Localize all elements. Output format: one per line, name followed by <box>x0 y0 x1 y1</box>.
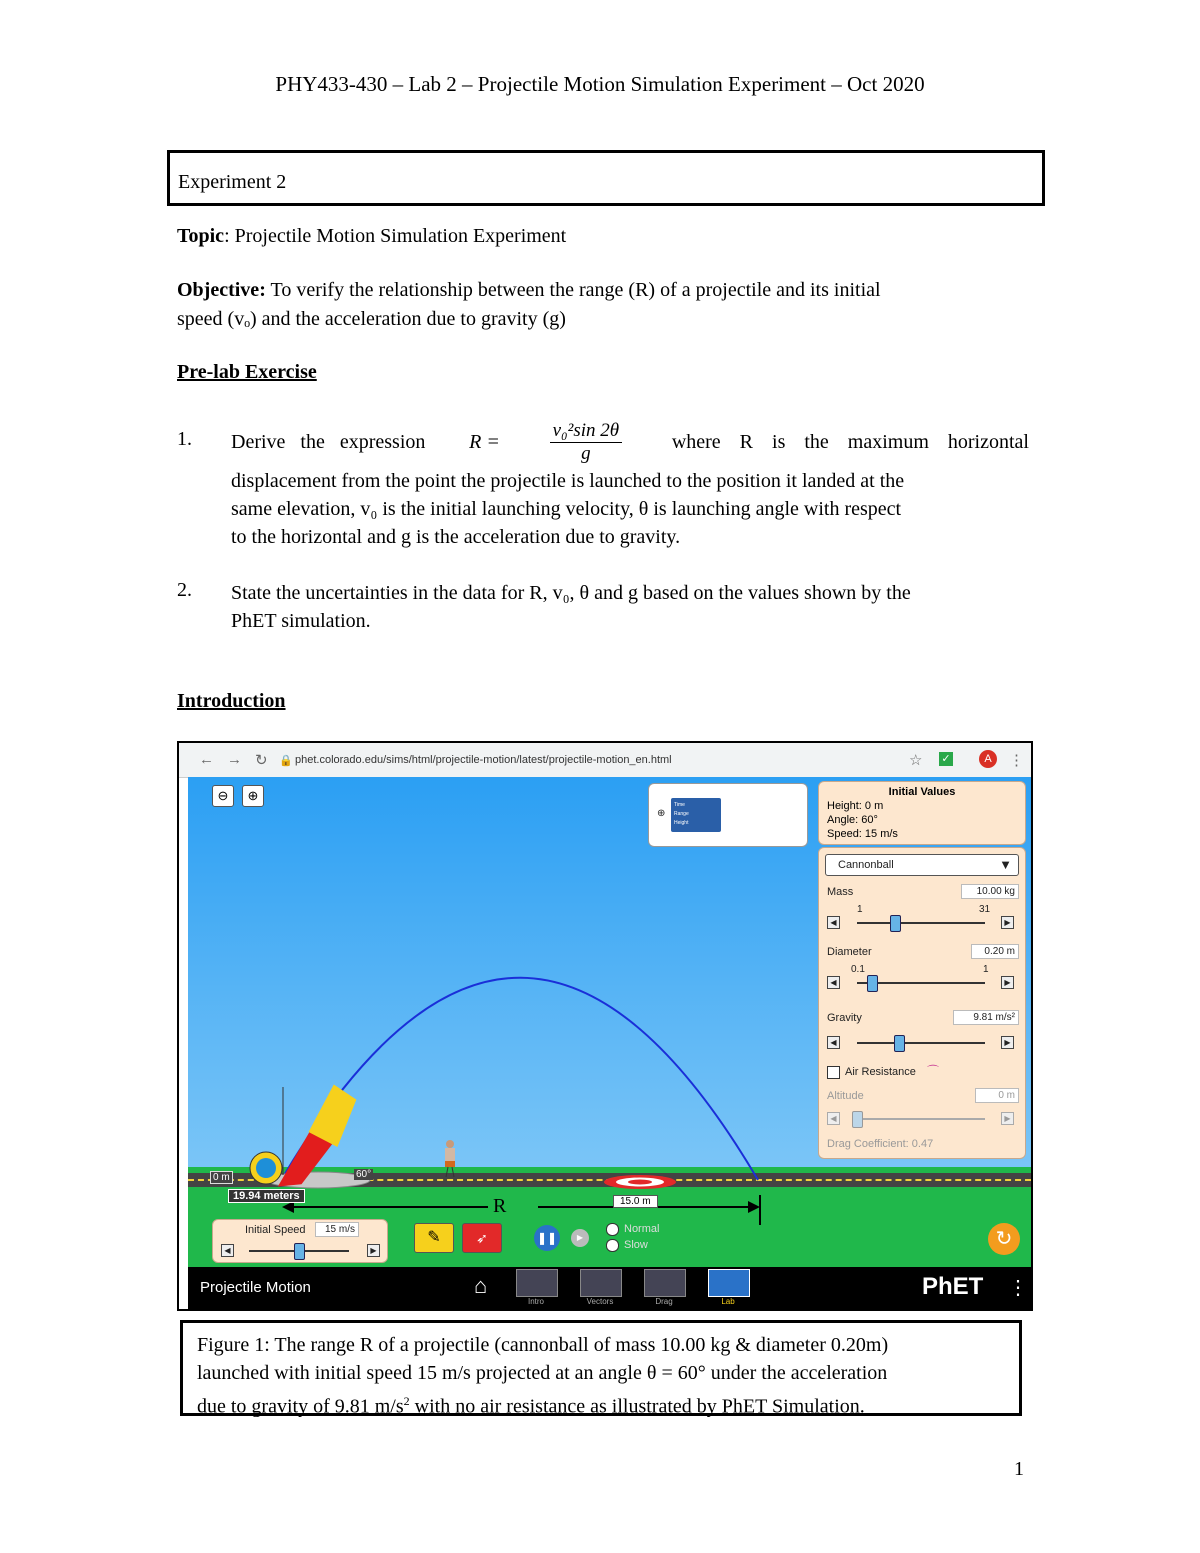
initial-speed-panel <box>212 1219 388 1263</box>
forward-icon[interactable]: → <box>227 751 242 768</box>
altitude-value: 0 m <box>975 1088 1019 1103</box>
item1-line2: displacement from the point the projectile is launched to the position it landed at the <box>231 470 905 492</box>
probe-time-label: Time <box>674 802 685 808</box>
altitude-label: Altitude <box>827 1090 864 1102</box>
introduction-heading: Introduction <box>177 690 286 712</box>
topic-text: : Projectile Motion Simulation Experiment <box>224 225 567 247</box>
screen-intro-icon[interactable] <box>516 1269 558 1297</box>
fire-button[interactable] <box>462 1223 502 1253</box>
browser-toolbar <box>179 743 1031 778</box>
formula-lhs: R = <box>469 431 500 453</box>
trajectory-path <box>283 978 758 1180</box>
zoom-out-icon[interactable]: ⊖ <box>212 785 234 807</box>
speed-increment-button[interactable]: ▶ <box>367 1244 380 1257</box>
fire-icon: ➶ <box>476 1230 488 1246</box>
reload-icon[interactable]: ↻ <box>255 752 268 769</box>
sim-menu-icon[interactable]: ⋮ <box>1008 1277 1028 1299</box>
eraser-icon: ✎ <box>427 1229 441 1246</box>
lock-icon: 🔒 <box>279 755 293 767</box>
figure-caption <box>180 1320 1022 1416</box>
projectile-select-value: Cannonball <box>838 859 894 871</box>
speed-normal-label: Normal <box>624 1223 660 1235</box>
phet-logo[interactable]: PhET <box>922 1273 984 1300</box>
item1-line3: same elevation, v₀ is the initial launching velocity, θ is launching angle with respect <box>231 498 902 520</box>
eraser-button[interactable] <box>414 1223 454 1253</box>
back-icon[interactable]: ← <box>199 751 214 768</box>
objective-label: Objective: <box>177 279 266 301</box>
mass-value: 10.00 kg <box>961 884 1019 899</box>
prelab-heading: Pre-lab Exercise <box>177 361 317 383</box>
step-icon: ▶ <box>576 1233 584 1242</box>
diameter-value: 0.20 m <box>971 944 1019 959</box>
speed-slow-label: Slow <box>624 1239 648 1251</box>
reset-icon: ↻ <box>995 1228 1013 1250</box>
topic-label: Topic <box>177 225 225 247</box>
mass-label: Mass <box>827 886 854 898</box>
topic-line <box>177 222 1029 251</box>
item1-formula-line <box>231 412 1029 472</box>
profile-avatar[interactable]: A <box>979 750 997 768</box>
item1-line4: to the horizontal and g is the acceleration due to gravity. <box>231 526 681 548</box>
item2-line2: PhET simulation. <box>231 610 371 632</box>
home-icon[interactable]: ⌂ <box>474 1273 488 1298</box>
screen-drag-icon[interactable] <box>644 1269 686 1297</box>
menu-dots-icon[interactable]: ⋮ <box>1009 752 1024 769</box>
caption-line3b: with no air resistance as illustrated by PhET Simulation. <box>409 1395 865 1418</box>
probe-icon[interactable]: ⊕ <box>657 808 666 819</box>
altitude-increment-button[interactable]: ▶ <box>1001 1112 1014 1125</box>
chevron-down-icon: ▼ <box>999 857 1012 872</box>
mass-decrement-button[interactable]: ◀ <box>827 916 840 929</box>
screen-vectors-label: Vectors <box>586 1297 614 1306</box>
speed-slider-thumb[interactable] <box>294 1243 305 1260</box>
initial-values-title: Initial Values <box>888 786 956 798</box>
air-resistance-icon: ⌒ <box>927 1064 940 1078</box>
initial-height: Height: 0 m <box>827 800 884 812</box>
caption-line1: Figure 1: The range R of a projectile (cannonball of mass 10.00 kg & diameter 0.20m) <box>197 1334 889 1356</box>
item1-tail: where R is the maximum horizontal <box>671 431 1029 453</box>
pause-button[interactable] <box>534 1225 560 1251</box>
formula-fraction <box>550 420 623 465</box>
mass-increment-button[interactable]: ▶ <box>1001 916 1014 929</box>
diameter-min: 0.1 <box>851 964 865 975</box>
height-marker: 0 m <box>210 1171 233 1184</box>
caption-line3a: due to gravity of 9.81 m/s <box>197 1395 404 1418</box>
simulation-screenshot <box>177 741 1033 1311</box>
mass-min: 1 <box>857 904 863 915</box>
initial-angle: Angle: 60° <box>827 814 878 826</box>
diameter-max: 1 <box>983 964 989 975</box>
initial-speed: Speed: 15 m/s <box>827 828 898 840</box>
probe-height-label: Height <box>674 820 689 826</box>
screen-lab-icon[interactable] <box>708 1269 750 1297</box>
speed-decrement-button[interactable]: ◀ <box>221 1244 234 1257</box>
pause-icon: ❚❚ <box>536 1231 558 1245</box>
caption-line3 <box>197 1387 1019 1421</box>
diameter-decrement-button[interactable]: ◀ <box>827 976 840 989</box>
zoom-in-icon[interactable]: ⊕ <box>242 785 264 807</box>
objective-line1: To verify the relationship between the range (R) of a projectile and its initial <box>265 279 881 301</box>
item2-number: 2. <box>177 579 192 601</box>
gravity-increment-button[interactable]: ▶ <box>1001 1036 1014 1049</box>
initial-speed-label: Initial Speed <box>245 1224 306 1236</box>
target-distance[interactable]: 15.0 m <box>613 1195 658 1208</box>
formula-denominator: g <box>581 442 591 464</box>
drag-coefficient-label: Drag Coefficient: 0.47 <box>827 1138 934 1150</box>
altitude-decrement-button[interactable]: ◀ <box>827 1112 840 1125</box>
item1-lead: Derive the expression <box>231 431 426 453</box>
cannon[interactable] <box>250 1079 370 1192</box>
air-resistance-label: Air Resistance <box>845 1066 916 1078</box>
person-figure <box>445 1140 455 1177</box>
experiment-box <box>167 150 1045 206</box>
caption-superscript: 2 <box>403 1394 410 1408</box>
page-header: PHY433-430 – Lab 2 – Projectile Motion Simulation Experiment – Oct 2020 <box>275 72 925 96</box>
screen-lab-label: Lab <box>721 1297 735 1306</box>
item2-body <box>231 579 1029 635</box>
diameter-increment-button[interactable]: ▶ <box>1001 976 1014 989</box>
gravity-label: Gravity <box>827 1012 862 1024</box>
star-icon[interactable]: ☆ <box>909 752 923 769</box>
probe-range-label: Range <box>674 811 689 817</box>
extension-check-icon[interactable]: ✓ <box>939 752 953 766</box>
objective <box>177 276 1029 334</box>
diameter-label: Diameter <box>827 946 872 958</box>
gravity-value: 9.81 m/s² <box>953 1010 1019 1025</box>
speed-normal-radio[interactable] <box>606 1223 619 1236</box>
angle-marker: 60° <box>356 1169 372 1180</box>
objective-line2: speed (vₒ) and the acceleration due to gravity (g) <box>177 308 566 330</box>
step-button[interactable] <box>571 1229 589 1247</box>
page-number: 1 <box>1014 1458 1024 1480</box>
experiment-label: Experiment 2 <box>178 171 287 193</box>
speed-slow-radio[interactable] <box>606 1239 619 1252</box>
phet-simulation <box>188 777 1031 1306</box>
mass-max: 31 <box>979 904 991 915</box>
item1-number: 1. <box>177 428 192 450</box>
screen-intro-label: Intro <box>527 1297 544 1306</box>
gravity-decrement-button[interactable]: ◀ <box>827 1036 840 1049</box>
sim-title: Projectile Motion <box>200 1279 311 1296</box>
item1-body <box>231 467 1029 551</box>
caption-line2: launched with initial speed 15 m/s projected at an angle θ = 60° under the acceleration <box>197 1362 888 1384</box>
sim-navbar <box>188 1267 1031 1309</box>
screen-vectors-icon[interactable] <box>580 1269 622 1297</box>
range-label: R <box>493 1195 507 1217</box>
formula-numerator: v₀²sin 2θ <box>550 420 623 443</box>
initial-speed-value: 15 m/s <box>315 1222 359 1237</box>
tape-measure-readout[interactable]: 19.94 meters <box>228 1189 305 1203</box>
reset-button[interactable] <box>988 1223 1020 1255</box>
item2-line1: State the uncertainties in the data for R, v₀, θ and g based on the values shown by the <box>231 582 911 604</box>
screen-drag-label: Drag <box>655 1297 673 1306</box>
scene-graphics <box>188 777 1031 1267</box>
address-bar[interactable]: phet.colorado.edu/sims/html/projectile-motion/latest/projectile-motion_en.html <box>295 754 672 766</box>
target[interactable] <box>604 1175 676 1189</box>
